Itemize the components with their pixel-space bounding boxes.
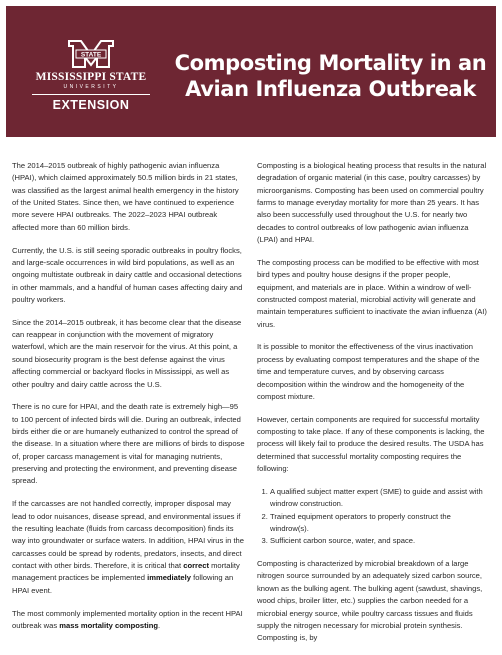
logo-university-name: MISSISSIPPI STATE — [35, 71, 147, 83]
paragraph: There is no cure for HPAI, and the death rate is extremely high—95 to 100 percent of infected birds will die. During an outbreak, infected birds either die or are humanely euthanized to control the spread of the disease. In a situation where there are millions of birds to dispose of, proper carcass management is vital for managing nutrients, preserving and protecting the environment, and preventing disease spread. — [12, 402, 245, 486]
text-run: mortality management practices be implemented — [12, 560, 240, 583]
paragraph — [12, 498, 245, 597]
logo-university-word: UNIVERSITY — [63, 84, 119, 90]
left-column — [12, 160, 245, 643]
title-line-1: Composting Mortality in an — [174, 51, 487, 75]
list-item: 3. Sufficient carbon source, water, and space. — [270, 535, 490, 547]
paragraph: Currently, the U.S. is still seeing sporadic outbreaks in poultry flocks, and large-scale occurrences in wild bird populations, as well as an ongoing multistate outbreak in dairy cattle and occasional detections in other mammals, and a handful of human cases affecting dairy and poultry workers. — [12, 245, 243, 304]
paragraph: It is possible to monitor the effectiveness of the virus inactivation process by evaluating compost temperatures and the shape of the time and temperature curves, and by observing carcass decomposition within the windrow and the homogeneity of the compost mixture. — [257, 342, 480, 401]
logo-badge-text: STATE — [80, 51, 102, 59]
logo-divider — [32, 94, 150, 95]
paragraph: The composting process can be modified to be effective with most bird types and poultry house designs if the proper people, equipment, and materials are in place. Within a windrow of well-constructed compost material, microbial activity will generate and maintain temperatures sufficient to inactivate the avian influenza (AI) virus. — [257, 257, 487, 329]
text-run: following an HPAI event. — [12, 573, 234, 595]
text-run: . — [158, 620, 161, 630]
list-item: 2. Trained equipment operators to properly construct the windrow(s). — [270, 511, 490, 536]
paragraph: The 2014–2015 outbreak of highly pathogenic avian influenza (HPAI), which claimed approximately 50.5 million birds in 21 states, was classified as the largest animal health emergency in the history of the United States. Since then, we have continued to experience more severe HPAI outbreaks. The 2022–2023 HPAI outbreak affected more than 60 million birds. — [12, 161, 239, 232]
requirements-list — [257, 486, 490, 548]
list-item: 1. A qualified subject matter expert (SME) to guide and assist with windrow construction. — [270, 486, 490, 511]
paragraph: Composting is characterized by microbial breakdown of a large nitrogen source surrounded by an adequately sized carbon source, known as the bulking agent. The bulking agent (sawdust, shavings, wood chips, broiler litter, etc.) supplies the carbon needed for a microbial energy source, while poultry carcass tissues and fluids supply the nitrogen necessary for microbial protein synthesis. Composting is, by — [257, 559, 483, 643]
msu-extension-logo — [28, 39, 154, 112]
text-run: If the carcasses are not handled correctly, improper disposal may lead to odor nuisances, disease spread, and environmental issues if the resulting leachate (fluids from carcass decomposition) finds its way into groundwater or surface waters. In addition, HPAI virus in the carcasses could be spread by rodents, predators, insects, and direct contact with other birds. Therefore, it is critical that — [12, 499, 245, 570]
page-title — [168, 50, 493, 102]
paragraph — [12, 608, 245, 633]
title-line-2: Avian Influenza Outbreak — [185, 77, 476, 101]
bold-text: correct — [183, 560, 209, 570]
paragraph: Since the 2014–2015 outbreak, it has become clear that the disease can reappear in conjunction with the movement of migratory waterfowl, which are the main reservoir for the virus. At this point, a sound biosecurity program is the best defense against the virus affecting commercial or backyard flocks in Mississippi, as well as other poultry and dairy cattle across the U.S. — [12, 317, 242, 389]
right-column — [257, 160, 490, 655]
paragraph: Composting is a biological heating process that results in the natural degradation of organic material (in this case, poultry carcasses) by microorganisms. Composting has been used on commercial poultry farms to manage everyday mortality for more than 25 years. It has also been successfully used throughout the U.S. for nearly two decades to control outbreaks of low pathogenic avian influenza (LPAI) and HPAI. — [257, 161, 487, 245]
bold-text: mass mortality composting — [59, 620, 159, 630]
header-banner — [6, 6, 496, 137]
msu-m-logo-icon — [67, 39, 115, 69]
logo-extension: EXTENSION — [52, 98, 130, 112]
bold-text: immediately — [147, 573, 191, 583]
text-run: The most commonly implemented mortality option in the recent HPAI outbreak was — [12, 608, 243, 630]
paragraph: However, certain components are required for successful mortality composting to take place. If any of these components is lacking, the process will likely fail to produce the desired results. The USDA has determined that successful mortality composting requires the following: — [257, 414, 485, 474]
